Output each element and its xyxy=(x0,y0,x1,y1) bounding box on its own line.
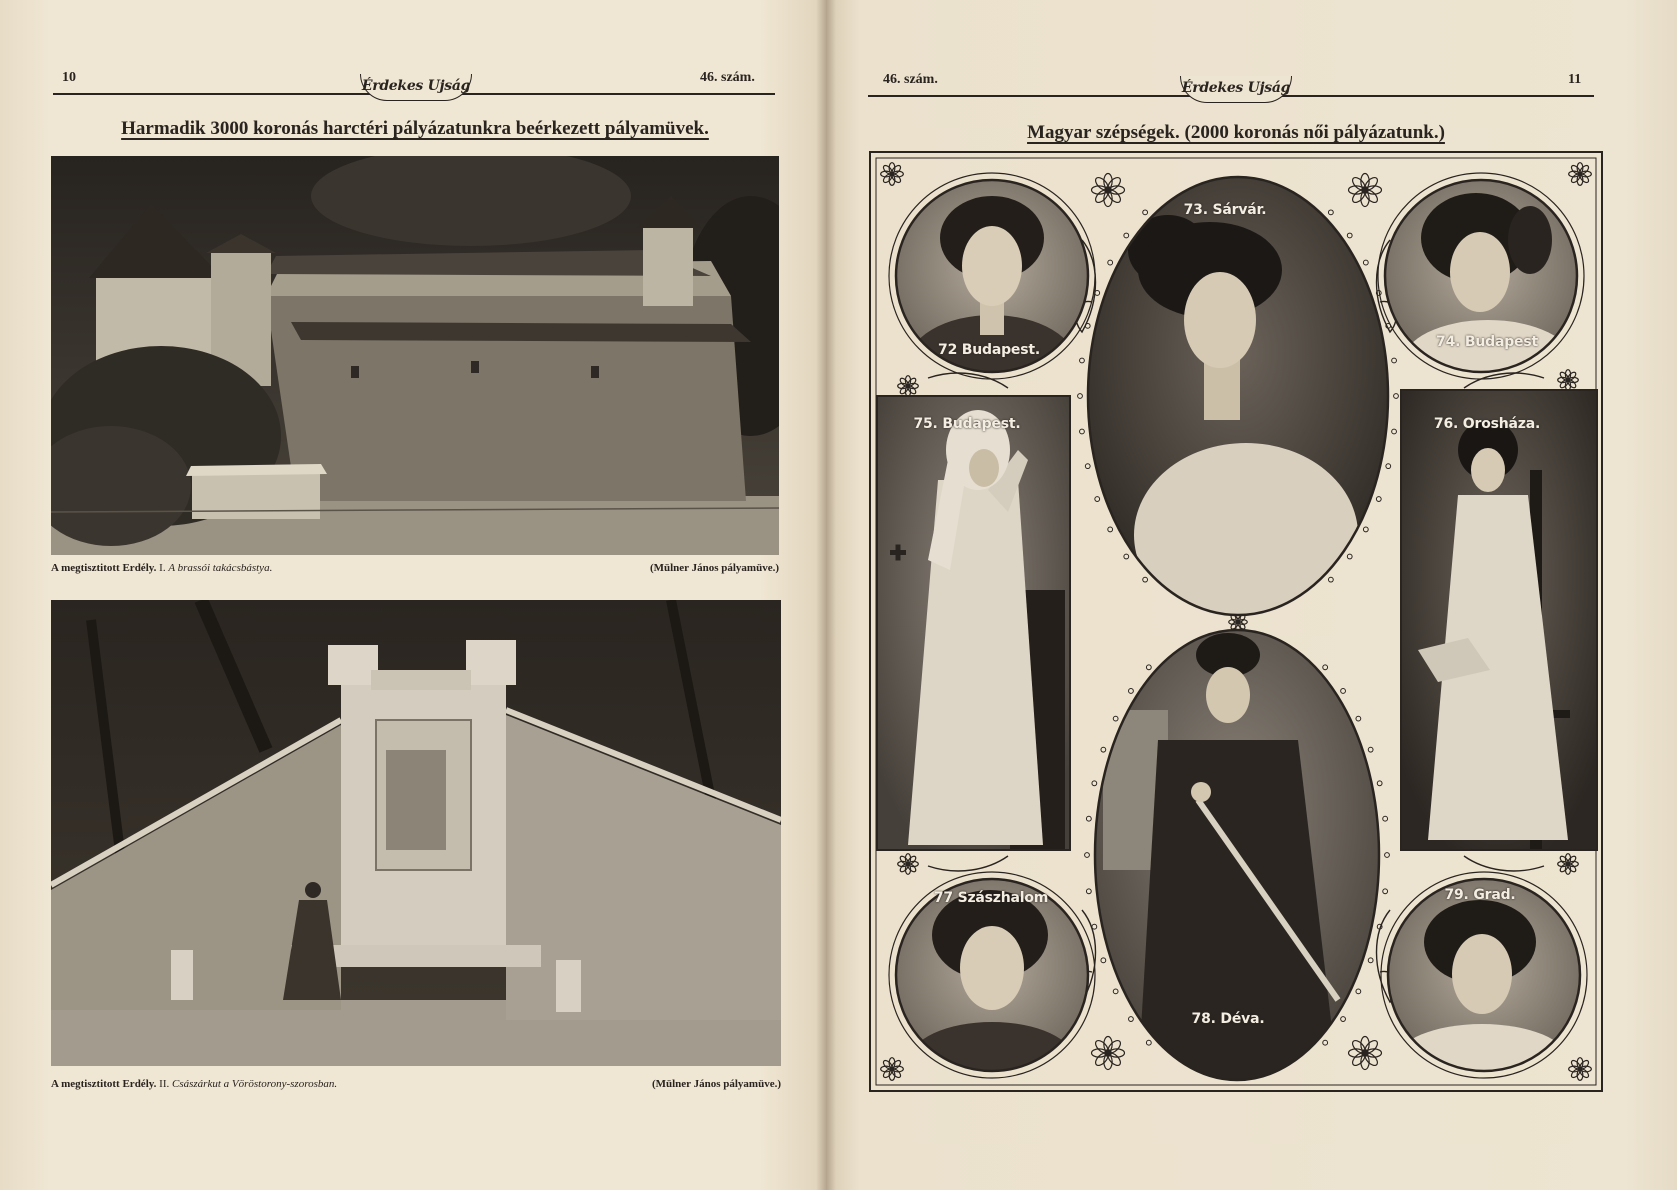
frame-bead xyxy=(1124,554,1129,559)
rosette-center xyxy=(1566,862,1571,867)
frame-bead xyxy=(1143,210,1148,215)
frame-scroll-ornament xyxy=(928,856,1008,871)
frame-bead xyxy=(1146,665,1151,670)
portrait-frame xyxy=(868,150,1604,1093)
portrait-76 xyxy=(1401,390,1597,850)
portrait-label-77: 77 Szászhalom xyxy=(933,890,1049,906)
frame-rosette xyxy=(1569,1058,1592,1081)
caption-number: II. xyxy=(159,1078,170,1090)
caption-title: A megtisztitott Erdély. xyxy=(51,1078,157,1090)
masthead-logo-text: Érdekes Ujság xyxy=(361,78,471,94)
frame-bead xyxy=(1146,1040,1151,1045)
frame-rosette xyxy=(1092,174,1125,207)
masthead-logo xyxy=(1180,76,1292,103)
portrait-face xyxy=(1184,272,1256,368)
frame-rosette xyxy=(1092,1037,1125,1070)
portrait-hair-bow xyxy=(1508,206,1552,274)
photo-credit: (Mülner János pályamüve.) xyxy=(651,1078,781,1090)
frame-bead xyxy=(1328,210,1333,215)
portrait-face xyxy=(969,449,999,487)
frame-rosette xyxy=(898,854,919,875)
rosette-center xyxy=(1361,1049,1369,1057)
bastion-window xyxy=(351,366,359,378)
page-gutter-shadow xyxy=(816,0,836,1190)
portrait-face xyxy=(1452,934,1512,1014)
portrait-label-73: 73. Sárvár. xyxy=(1183,202,1267,218)
photo-caption xyxy=(51,561,779,575)
frame-bead xyxy=(1363,260,1368,265)
frame-bead xyxy=(1347,554,1352,559)
frame-rosette xyxy=(1558,854,1579,875)
portrait-73 xyxy=(1088,177,1388,627)
frame-bead xyxy=(1108,527,1113,532)
page-number: 10 xyxy=(62,70,76,85)
rosette-center xyxy=(1566,378,1571,383)
frame-bead xyxy=(1368,747,1373,752)
frame-bead xyxy=(1113,989,1118,994)
portrait-face xyxy=(1471,448,1505,492)
shed-roof xyxy=(186,464,327,476)
portrait-label-79: 79. Grad. xyxy=(1444,887,1516,903)
rosette-center xyxy=(889,171,894,176)
frame-scroll-ornament xyxy=(928,373,1008,388)
portrait-blouse xyxy=(1396,1024,1568,1093)
frame-rosette xyxy=(1558,370,1579,391)
frame-bead xyxy=(1392,429,1397,434)
frame-bead xyxy=(1080,429,1085,434)
page-headline: Harmadik 3000 koronás harctéri pályázatunkra beérkezett pályamüvek. xyxy=(121,118,709,139)
rosette-center xyxy=(1104,186,1112,194)
masthead-logo xyxy=(360,74,472,101)
rosette-center xyxy=(906,862,911,867)
frame-bead xyxy=(1080,358,1085,363)
portrait-face xyxy=(960,926,1024,1010)
stone-post xyxy=(556,960,581,1012)
frame-bead xyxy=(1377,781,1382,786)
frame-bead xyxy=(1392,358,1397,363)
rosette-center xyxy=(906,384,911,389)
frame-bead xyxy=(1129,1017,1134,1022)
frame-bead xyxy=(1095,497,1100,502)
caption-title: A megtisztitott Erdély. xyxy=(51,562,157,574)
issue-number: 46. szám. xyxy=(883,72,938,87)
shed xyxy=(192,474,320,519)
rosette-center xyxy=(1577,171,1582,176)
frame-bead xyxy=(1341,1017,1346,1022)
page-headline: Magyar szépségek. (2000 koronás női pályázatunk.) xyxy=(1027,122,1445,143)
frame-bead xyxy=(1341,689,1346,694)
caption-text: A brassói takácsbástya. xyxy=(168,562,273,574)
frame-rosette xyxy=(881,163,904,186)
frame-bead xyxy=(1085,464,1090,469)
ornamental-frame xyxy=(868,150,1604,1093)
frame-bead xyxy=(1376,497,1381,502)
portrait-74 xyxy=(1385,180,1577,404)
rosette-center xyxy=(1577,1066,1582,1071)
rosette-center xyxy=(1236,620,1240,624)
left-page xyxy=(0,0,826,1190)
frame-bead xyxy=(1394,394,1399,399)
frame-bead xyxy=(1368,958,1373,963)
portrait-label-76: 76. Orosháza. xyxy=(1433,416,1541,432)
frame-bead xyxy=(1323,1040,1328,1045)
woman-head xyxy=(305,882,321,898)
frame-bead xyxy=(1356,989,1361,994)
portrait-face xyxy=(1450,232,1510,312)
page-number: 11 xyxy=(1568,72,1582,87)
rosette-center xyxy=(1361,186,1369,194)
portrait-77 xyxy=(896,879,1088,1093)
frame-bead xyxy=(1383,816,1388,821)
right-page xyxy=(826,0,1677,1190)
stone-post xyxy=(171,950,193,1000)
portrait-label-75: 75. Budapest. xyxy=(913,416,1021,432)
frame-scroll-ornament xyxy=(1464,373,1544,388)
rosette-center xyxy=(889,1066,894,1071)
photo-csaszarkut-fountain xyxy=(51,600,781,1066)
red-cross-icon xyxy=(896,545,901,561)
right-tower xyxy=(643,226,693,306)
frame-bead xyxy=(1383,889,1388,894)
monument-turret xyxy=(466,640,516,685)
portrait-face xyxy=(962,226,1022,306)
frame-rosette xyxy=(898,376,919,397)
portrait-label-78: 78. Déva. xyxy=(1191,1011,1265,1027)
frame-bead xyxy=(1323,665,1328,670)
frame-rosette xyxy=(881,1058,904,1081)
frame-bead xyxy=(1113,716,1118,721)
photo-brasso-bastion xyxy=(51,156,779,555)
portrait-hand xyxy=(1191,782,1211,802)
frame-bead xyxy=(1143,577,1148,582)
monument-battlement xyxy=(371,670,471,690)
frame-bead xyxy=(1085,853,1090,858)
masthead-logo-text: Érdekes Ujság xyxy=(1181,80,1291,96)
frame-bead xyxy=(1363,527,1368,532)
monument-plaque xyxy=(386,750,446,850)
monument-turret xyxy=(328,645,378,685)
frame-bead xyxy=(1347,233,1352,238)
frame-bead xyxy=(1092,781,1097,786)
portrait-label-72: 72 Budapest. xyxy=(938,342,1040,358)
portrait-75 xyxy=(877,396,1070,850)
portrait-79 xyxy=(1388,879,1580,1093)
photo-credit: (Mülner János pályamüve.) xyxy=(649,562,779,574)
caption-text: Császárkut a Vöröstorony-szorosban. xyxy=(171,1078,338,1090)
frame-rosette xyxy=(1349,174,1382,207)
frame-rosette xyxy=(1569,163,1592,186)
bastion-window xyxy=(591,366,599,378)
frame-bead xyxy=(1386,464,1391,469)
rosette-center xyxy=(1104,1049,1112,1057)
photo-caption xyxy=(51,1077,781,1091)
frame-bead xyxy=(1101,747,1106,752)
frame-bead xyxy=(1385,853,1390,858)
portrait-drape xyxy=(1134,443,1358,627)
frame-scroll-ornament xyxy=(1464,856,1544,871)
bastion-eaves xyxy=(291,322,751,342)
frame-bead xyxy=(1078,394,1083,399)
frame-bead xyxy=(1124,233,1129,238)
caption-number: I. xyxy=(159,562,166,574)
frame-bead xyxy=(1086,889,1091,894)
frame-bead xyxy=(1356,716,1361,721)
bastion-window xyxy=(471,361,479,373)
frame-rosette xyxy=(1349,1037,1382,1070)
frame-bead xyxy=(1101,958,1106,963)
frame-bead xyxy=(1129,689,1134,694)
portrait-face xyxy=(1206,667,1250,723)
issue-number: 46. szám. xyxy=(700,70,755,85)
frame-bead xyxy=(1108,260,1113,265)
frame-bead xyxy=(1086,816,1091,821)
portrait-label-74: 74. Budapest xyxy=(1436,334,1538,350)
frame-bead xyxy=(1328,577,1333,582)
